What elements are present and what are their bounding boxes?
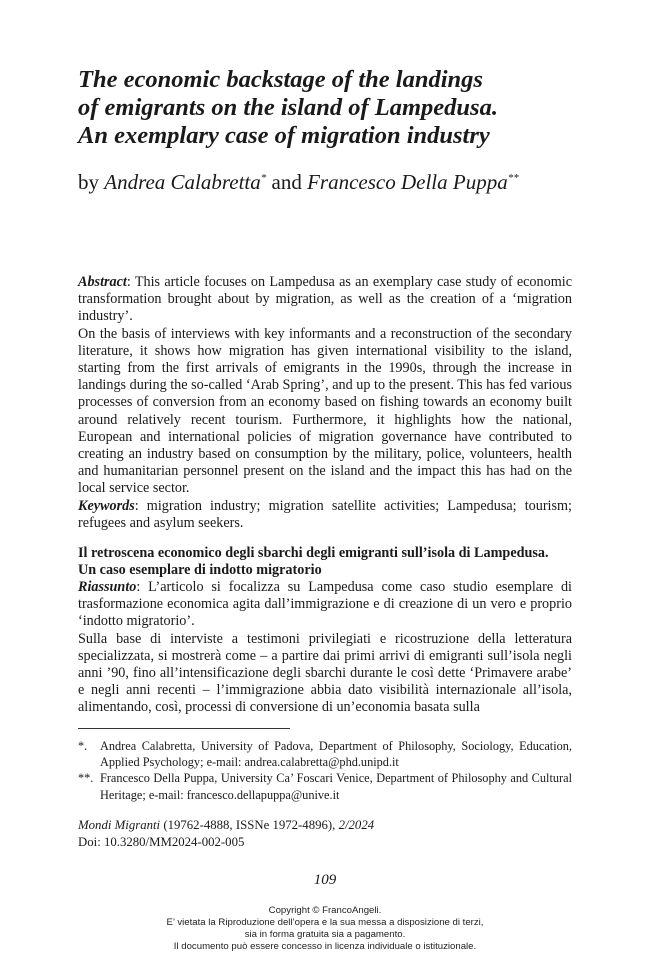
italian-title-line: Un caso esemplare di indotto migratorio (78, 562, 322, 579)
page-number: 109 (313, 872, 337, 888)
copyright-notice (0, 905, 650, 953)
footnote-text: Francesco Della Puppa, University Ca’ Foscari Venice, Department of Philosophy and Cultural Heritage; e-mail: francesco.dellapuppa@unive.it (100, 771, 572, 802)
journal-info (78, 817, 572, 850)
footnote (78, 770, 572, 802)
copyright-line: E’ vietata la Riproduzione dell’opera e la sua messa a disposizione di terzi, (166, 917, 484, 928)
doi: Doi: 10.3280/MM2024-002-005 (78, 834, 245, 849)
footnote-divider (78, 728, 290, 729)
italian-title-line: Il retroscena economico degli sbarchi degli emigranti sull’isola di Lampedusa. (78, 545, 549, 561)
journal-issue: 2/2024 (338, 818, 375, 832)
journal-citation (78, 817, 572, 834)
byline-prefix: by (78, 170, 105, 194)
copyright-line: Copyright © FrancoAngeli. (268, 905, 382, 916)
footnote-text: Andrea Calabretta, University of Padova, Department of Philosophy, Sociology, Education, Applied Psychology; e-mail: andrea.calabretta@phd.unipd.it (100, 739, 572, 770)
riassunto-paragraph: Sulla base di interviste a testimoni privilegiati e ricostruzione della letteratura specializzata, si mostrerà come – a partire dai primi arrivi di emigranti sull’isola negli anni ’90, fino all’intensificazione degli sbarchi durante le così dette ‘Primavere arabe’ e negli anni recenti – l’immigrazione abbia dato visibilità internazionale all’isola, alimentando, così, processi di conversione di un’economia basata sulla (78, 630, 572, 716)
article-title-line: The economic backstage of the landings (78, 66, 483, 93)
riassunto-paragraph (78, 579, 572, 631)
author-name: Francesco Della Puppa (307, 170, 508, 194)
riassunto-section (78, 579, 572, 717)
abstract-text: : This article focuses on Lampedusa as an exemplary case study of economic transformation brought about by migration, as well as the creation of a ‘migration industry’. (78, 274, 572, 325)
author-byline (78, 169, 618, 195)
copyright-line: sia in forma gratuita sia a pagamento. (244, 929, 406, 940)
article-title-line: An exemplary case of migration industry (78, 122, 490, 149)
byline-conjunction: and (266, 170, 308, 194)
journal-issn: (19762-4888, ISSNe 1972-4896), (160, 818, 339, 832)
footnote (78, 738, 572, 770)
keywords (78, 498, 572, 532)
footnote-mark: **. (78, 771, 94, 786)
footnote-mark: *. (78, 739, 88, 753)
abstract-paragraph: On the basis of interviews with key informants and a reconstruction of the secondary literature, it shows how migration has given international visibility to the island, starting from the first arrivals of emigrants in the 1990s, through the increase in landings during the so-called ‘Arab Spring’, and up to the present. This has fed various processes of conversion from an economy based on fishing towards an economy built around relatively recent tourism. Furthermore, it highlights how the national, European and international policies of migration governance have contributed to creating an industry based on consumption by the military, police, volunteers, health and humanitarian personnel present on the island and the impact this has had on the local service sector. (78, 325, 572, 497)
abstract-section (78, 274, 572, 532)
riassunto-label: Riassunto (78, 579, 137, 595)
author-name: Andrea Calabretta (104, 170, 261, 194)
keywords-label: Keywords (78, 497, 135, 514)
keywords-text: : migration industry; migration satellite activities; Lampedusa; tourism; refugees and asylum seekers. (78, 497, 572, 531)
italian-title (78, 545, 572, 579)
article-title-line: of emigrants on the island of Lampedusa. (78, 94, 498, 121)
journal-name: Mondi Migranti (78, 818, 161, 832)
footnote-marker: ** (507, 172, 519, 184)
riassunto-text: : L’articolo si focalizza su Lampedusa come caso studio esemplare di trasformazione economica agita dall’immigrazione e di creazione di un vero e proprio ‘indotto migratorio’. (78, 579, 572, 630)
copyright-line: Il documento può essere concesso in licenza individuale o istituzionale. (173, 941, 477, 952)
abstract-label: Abstract (78, 274, 127, 290)
footnotes (78, 738, 572, 803)
abstract-paragraph (78, 274, 572, 326)
footnote-marker: * (260, 172, 267, 184)
article-title (78, 66, 598, 150)
